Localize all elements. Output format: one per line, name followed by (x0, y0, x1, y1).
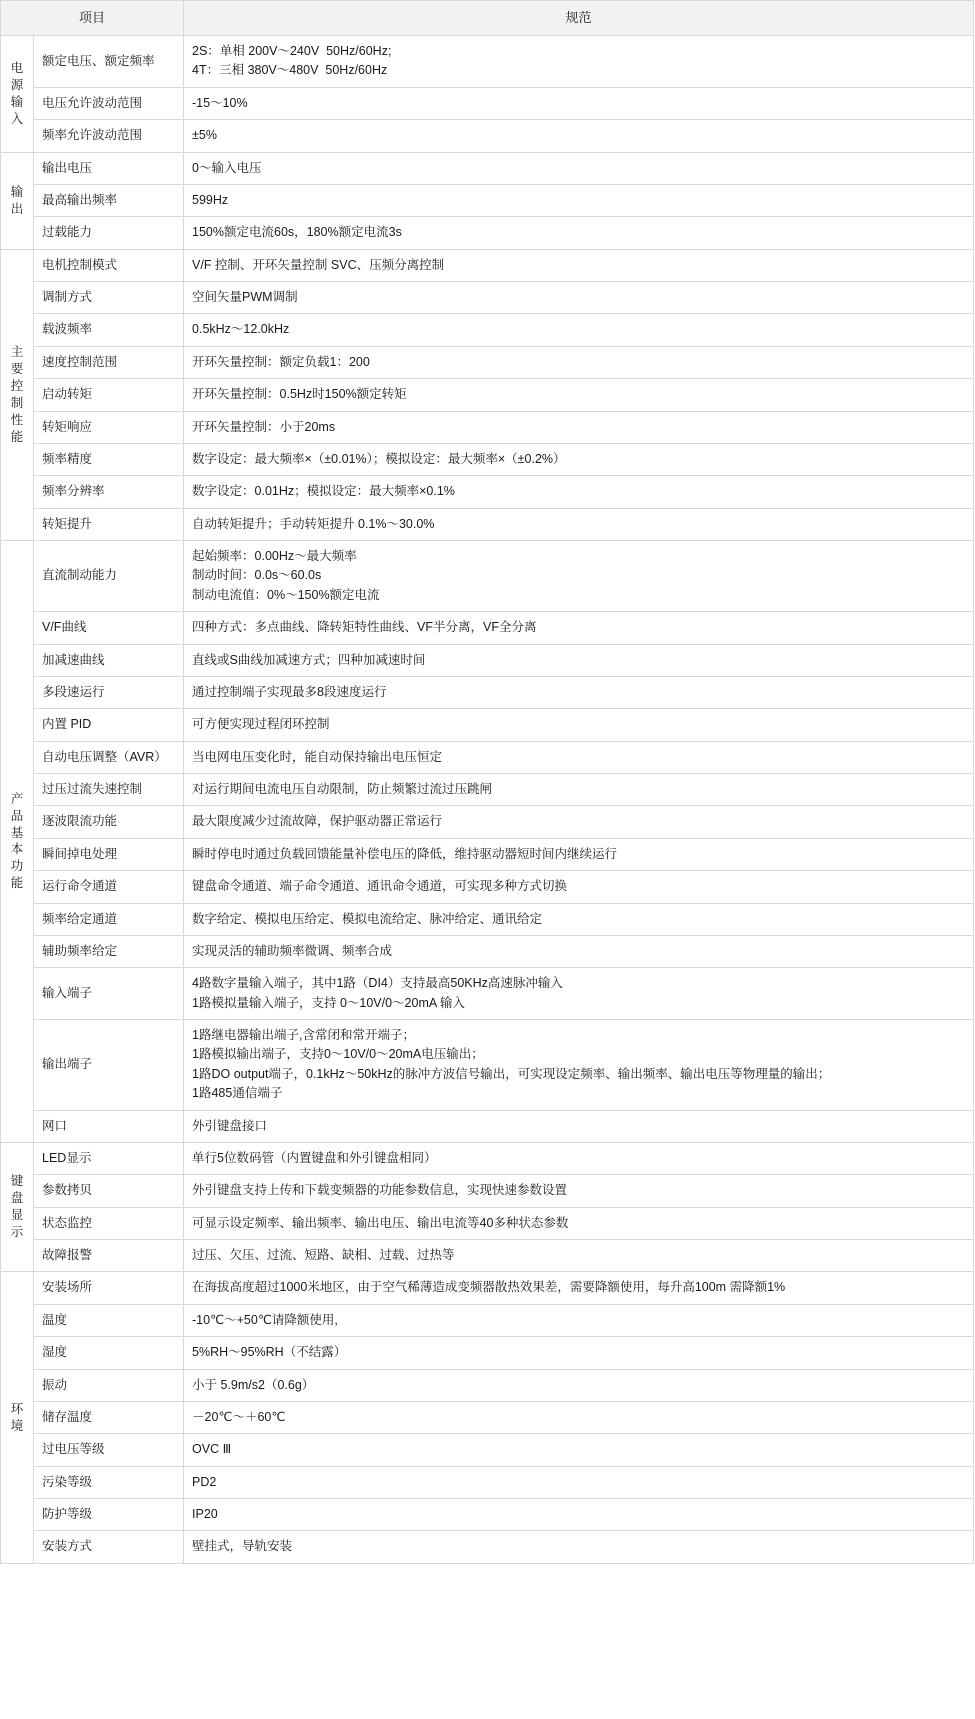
item-label (34, 1142, 184, 1174)
table-row (1, 806, 974, 838)
table-row (1, 935, 974, 967)
item-label-line: LED显示 (42, 1150, 92, 1165)
item-label (34, 1466, 184, 1498)
item-value (184, 1466, 974, 1498)
item-label (34, 443, 184, 475)
item-value (184, 1020, 974, 1111)
item-label-line: 直流制动能力 (42, 568, 118, 583)
item-value (184, 379, 974, 411)
item-value-line: 制动时间：0.0s～60.0s (192, 568, 322, 583)
group-label-line: 性能 (10, 412, 24, 444)
table-row (1, 379, 974, 411)
item-label (34, 741, 184, 773)
item-value-line: 最大限度减少过流故障，保护驱动器正常运行 (192, 814, 443, 829)
item-value-line: 外引键盘支持上传和下载变频器的功能参数信息，实现快速参数设置 (192, 1183, 568, 1198)
item-label (34, 1240, 184, 1272)
item-label-line: 额定电压、 (42, 53, 105, 68)
table-row (1, 1434, 974, 1466)
item-label (34, 249, 184, 281)
item-label (34, 644, 184, 676)
group-label-line: 显示 (10, 1208, 24, 1239)
item-value-line: 实现灵活的辅助频率微调、频率合成 (192, 943, 393, 958)
table-row (1, 314, 974, 346)
header-spec: 规范 (184, 1, 974, 36)
group-label (1, 1272, 34, 1563)
table-row (1, 152, 974, 184)
item-value-line: 直线或S曲线加减速方式；四种加减速时间 (192, 652, 426, 667)
item-value (184, 152, 974, 184)
item-value-line: 起始频率：0.00Hz～最大频率 (192, 549, 357, 563)
item-label-line: 状态监控 (42, 1215, 93, 1230)
item-value (184, 709, 974, 741)
item-label-line: 湿度 (42, 1345, 68, 1360)
item-value (184, 1434, 974, 1466)
item-value (184, 1110, 974, 1142)
item-label-line: 参数拷贝 (42, 1183, 93, 1198)
item-value-line: 当电网电压变化时，能自动保持输出电压恒定 (192, 749, 443, 764)
item-label-line: 内置 PID (42, 717, 92, 732)
table-row (1, 87, 974, 119)
item-label-line: 自动电压调整（AVR） (42, 749, 167, 764)
group-label-line: 功能 (10, 859, 24, 891)
item-value (184, 346, 974, 378)
item-label (34, 1304, 184, 1336)
table-row (1, 774, 974, 806)
item-label (34, 541, 184, 612)
item-label-line: 输出电压 (42, 160, 93, 175)
item-label-line: 安装场所 (42, 1280, 93, 1295)
group-label (1, 249, 34, 540)
item-label (34, 838, 184, 870)
table-row (1, 968, 974, 1020)
table-row (1, 249, 974, 281)
item-value-line: 外引键盘接口 (192, 1118, 268, 1133)
item-value-line: 壁挂式，导轨安装 (192, 1539, 293, 1554)
group-label-line: 基本 (10, 825, 24, 857)
item-value (184, 871, 974, 903)
item-value-line: PD2 (192, 1474, 217, 1489)
item-value (184, 541, 974, 612)
item-value (184, 1531, 974, 1563)
item-value-line: V/F 控制、开环矢量控制 SVC、压频分离控制 (192, 257, 445, 272)
item-value (184, 120, 974, 152)
item-label (34, 1369, 184, 1401)
item-value-line: 数字给定、模拟电压给定、模拟电流给定、脉冲给定、通讯给定 (192, 911, 543, 926)
table-row (1, 1337, 974, 1369)
item-value (184, 1175, 974, 1207)
table-row (1, 1466, 974, 1498)
item-value (184, 476, 974, 508)
item-label-line: 运行命令通道 (42, 879, 118, 894)
item-label (34, 184, 184, 216)
item-value-line: 2S：单相 200V～240V 50Hz/60Hz; (192, 44, 392, 58)
table-row (1, 644, 974, 676)
item-label-line: 输入端子 (42, 985, 93, 1000)
table-row (1, 184, 974, 216)
group-label-line: 主要 (10, 345, 24, 377)
item-value (184, 935, 974, 967)
item-label-line: 过载能力 (42, 225, 93, 240)
item-value (184, 1240, 974, 1272)
item-label (34, 1175, 184, 1207)
item-value-line: -10℃～+50℃请降额使用, (192, 1312, 338, 1327)
item-label (34, 411, 184, 443)
item-label (34, 217, 184, 249)
item-label (34, 1401, 184, 1433)
item-label-line: 过压过流失速控制 (42, 782, 143, 796)
table-row (1, 612, 974, 644)
item-label-line: 调制方式 (42, 290, 93, 304)
item-value (184, 806, 974, 838)
item-value-line: 1路模拟输出端子，支持0～10V/0～20mA电压输出； (192, 1047, 484, 1062)
group-label-line: 输出 (10, 184, 24, 216)
group-label-line: 输入 (10, 94, 24, 126)
item-label (34, 120, 184, 152)
item-value (184, 838, 974, 870)
table-row (1, 1240, 974, 1272)
item-value (184, 184, 974, 216)
item-value-line: 开环矢量控制：额定负载1：200 (192, 354, 370, 369)
group-label-line: 产品 (10, 791, 24, 823)
table-row (1, 443, 974, 475)
item-label-line: 污染等级 (42, 1474, 93, 1489)
group-label (1, 1142, 34, 1272)
item-value-line: 开环矢量控制：小于20ms (192, 419, 336, 434)
item-value-line: 制动电流值：0%～150%额定电流 (192, 587, 380, 602)
item-label (34, 87, 184, 119)
item-label-line: 启动转矩 (42, 387, 93, 402)
item-value-line: -15～10% (192, 95, 248, 110)
item-value (184, 1142, 974, 1174)
item-value-line: 0.5kHz～12.0kHz (192, 322, 290, 337)
item-value-line: 小于 5.9m/s2（0.6g） (192, 1377, 315, 1392)
item-label-line: 故障报警 (42, 1248, 93, 1262)
table-row (1, 1369, 974, 1401)
table-row (1, 476, 974, 508)
item-label-line: 额定频率 (104, 53, 155, 68)
table-header-row (1, 1, 974, 36)
item-label-line: 温度 (42, 1312, 68, 1327)
item-label (34, 152, 184, 184)
table-row (1, 741, 974, 773)
item-value (184, 1337, 974, 1369)
item-value-line: OVC Ⅲ (192, 1442, 232, 1457)
item-value (184, 443, 974, 475)
item-value-line: －20℃～＋60℃ (192, 1409, 286, 1424)
item-value (184, 1272, 974, 1304)
table-row (1, 1531, 974, 1563)
item-value-line: 1路485通信端子 (192, 1086, 283, 1101)
item-label (34, 346, 184, 378)
item-value (184, 774, 974, 806)
item-label (34, 1337, 184, 1369)
item-value (184, 644, 974, 676)
item-label-line: 频率给定通道 (42, 911, 118, 926)
header-item: 项目 (1, 1, 184, 36)
item-label (34, 612, 184, 644)
item-value-line: 599Hz (192, 192, 229, 207)
table-row (1, 903, 974, 935)
item-label (34, 709, 184, 741)
item-value-line: 5%RH～95%RH（不结露） (192, 1345, 347, 1360)
group-label (1, 541, 34, 1143)
table-row (1, 1175, 974, 1207)
item-label-line: 电压允许波动范围 (42, 95, 143, 110)
item-label-line: 多段速运行 (42, 684, 105, 699)
table-row (1, 411, 974, 443)
item-value (184, 612, 974, 644)
item-value-line: 空间矢量PWM调制 (192, 290, 298, 304)
table-row (1, 1110, 974, 1142)
item-value-line: 过压、欠压、过流、短路、缺相、过载、过热等 (192, 1248, 455, 1262)
item-label (34, 282, 184, 314)
item-label-line: 逐波限流功能 (42, 814, 118, 829)
item-value-line: 瞬时停电时通过负载回馈能量补偿电压的降低，维持驱动器短时间内继续运行 (192, 846, 618, 861)
item-label-line: 最高输出频率 (42, 192, 118, 207)
table-row (1, 871, 974, 903)
item-label-line: 网口 (42, 1118, 68, 1133)
item-value (184, 1369, 974, 1401)
item-label (34, 935, 184, 967)
item-value-line: 数字设定：0.01Hz；模拟设定：最大频率×0.1% (192, 484, 455, 499)
item-value-line: 0～输入电压 (192, 160, 262, 175)
table-row (1, 120, 974, 152)
item-value (184, 217, 974, 249)
item-label-line: 速度控制范围 (42, 354, 118, 369)
item-label (34, 1110, 184, 1142)
table-row (1, 508, 974, 540)
item-value (184, 314, 974, 346)
item-value (184, 36, 974, 88)
table-row (1, 1304, 974, 1336)
item-value (184, 1401, 974, 1433)
item-label (34, 314, 184, 346)
item-label-line: 振动 (42, 1377, 68, 1392)
item-value-line: 1路模拟量输入端子，支持 0～10V/0～20mA 输入 (192, 995, 465, 1010)
item-value-line: 对运行期间电流电压自动限制，防止频繁过流过压跳闸 (192, 782, 493, 796)
item-label-line: 辅助频率给定 (42, 943, 118, 958)
table-row (1, 1142, 974, 1174)
item-label-line: 转矩响应 (42, 419, 93, 434)
table-row (1, 541, 974, 612)
group-label-line: 环境 (10, 1401, 24, 1433)
group-label-line: 键盘 (10, 1174, 24, 1206)
item-label (34, 508, 184, 540)
item-label-line: 频率允许波动范围 (42, 128, 143, 143)
item-value-line: 键盘命令通道、端子命令通道、通讯命令通道，可实现多种方式切换 (192, 879, 568, 894)
item-value-line: 4T：三相 380V～480V 50Hz/60Hz (192, 63, 388, 78)
item-value-line: 4路数字量输入端子，其中1路（DI4）支持最高50KHz高速脉冲输入 (192, 976, 563, 991)
item-label (34, 36, 184, 88)
item-label-line: V/F曲线 (42, 620, 87, 635)
item-value-line: 在海拔高度超过1000米地区，由于空气稀薄造成变频器散热效果差，需要降额使用，每升高100m 需降额1% (192, 1280, 786, 1295)
item-value (184, 249, 974, 281)
item-label-line: 储存温度 (42, 1409, 93, 1424)
table-row (1, 1207, 974, 1239)
item-label (34, 968, 184, 1020)
item-label-line: 频率精度 (42, 451, 93, 466)
table-row (1, 217, 974, 249)
item-label (34, 1207, 184, 1239)
item-value (184, 282, 974, 314)
table-row (1, 346, 974, 378)
item-label (34, 1531, 184, 1563)
item-value-line: 1路DO output端子，0.1kHz～50kHz的脉冲方波信号输出，可实现设定频率、输出频率、输出电压等物理量的输出； (192, 1066, 831, 1081)
item-value-line: 数字设定：最大频率×（±0.01%）；模拟设定：最大频率×（±0.2%） (192, 451, 566, 466)
table-row (1, 36, 974, 88)
item-value-line: 150%额定电流60s，180%额定电流3s (192, 225, 402, 240)
item-value (184, 508, 974, 540)
group-label-line: 控制 (10, 378, 24, 410)
item-label (34, 774, 184, 806)
item-label (34, 871, 184, 903)
table-row (1, 1499, 974, 1531)
item-value-line: 1路继电器输出端子,含常闭和常开端子； (192, 1028, 415, 1042)
item-value (184, 676, 974, 708)
item-label-line: 频率分辨率 (42, 484, 105, 499)
table-row (1, 1020, 974, 1111)
item-label-line: 输出端子 (42, 1057, 93, 1072)
item-label-line: 瞬间掉电处理 (42, 846, 118, 861)
item-value (184, 411, 974, 443)
item-value (184, 1499, 974, 1531)
item-value (184, 1304, 974, 1336)
item-value (184, 741, 974, 773)
item-label (34, 1499, 184, 1531)
item-label (34, 379, 184, 411)
item-value-line: IP20 (192, 1507, 218, 1521)
item-value-line: 可显示设定频率、输出频率、输出电压、输出电流等40多种状态参数 (192, 1215, 569, 1230)
item-label (34, 1434, 184, 1466)
item-label-line: 安装方式 (42, 1539, 93, 1554)
item-value (184, 87, 974, 119)
item-value-line: 四种方式：多点曲线、降转矩特性曲线、VF半分离，VF全分离 (192, 620, 537, 635)
item-label-line: 过电压等级 (42, 1442, 105, 1457)
item-value-line: 可方便实现过程闭环控制 (192, 717, 330, 732)
item-value-line: 单行5位数码管（内置键盘和外引键盘相同） (192, 1150, 437, 1165)
table-row (1, 709, 974, 741)
item-value (184, 903, 974, 935)
item-label (34, 806, 184, 838)
table-row (1, 838, 974, 870)
table-row (1, 676, 974, 708)
item-label (34, 476, 184, 508)
group-label (1, 36, 34, 153)
item-value-line: 通过控制端子实现最多8段速度运行 (192, 684, 387, 699)
item-label-line: 转矩提升 (42, 516, 93, 531)
table-row (1, 1272, 974, 1304)
item-label-line: 防护等级 (42, 1507, 93, 1521)
table-row (1, 282, 974, 314)
item-value (184, 1207, 974, 1239)
item-value (184, 968, 974, 1020)
item-value-line: 自动转矩提升；手动转矩提升 0.1%～30.0% (192, 516, 435, 531)
table-row (1, 1401, 974, 1433)
item-value-line: 开环矢量控制：0.5Hz时150%额定转矩 (192, 387, 407, 402)
item-value-line: ±5% (192, 128, 217, 143)
item-label (34, 1020, 184, 1111)
item-label-line: 加减速曲线 (42, 652, 105, 667)
item-label (34, 676, 184, 708)
item-label-line: 电机控制模式 (42, 257, 118, 272)
item-label (34, 1272, 184, 1304)
group-label (1, 152, 34, 249)
item-label (34, 903, 184, 935)
item-label-line: 载波频率 (42, 322, 93, 337)
group-label-line: 电源 (10, 61, 24, 92)
